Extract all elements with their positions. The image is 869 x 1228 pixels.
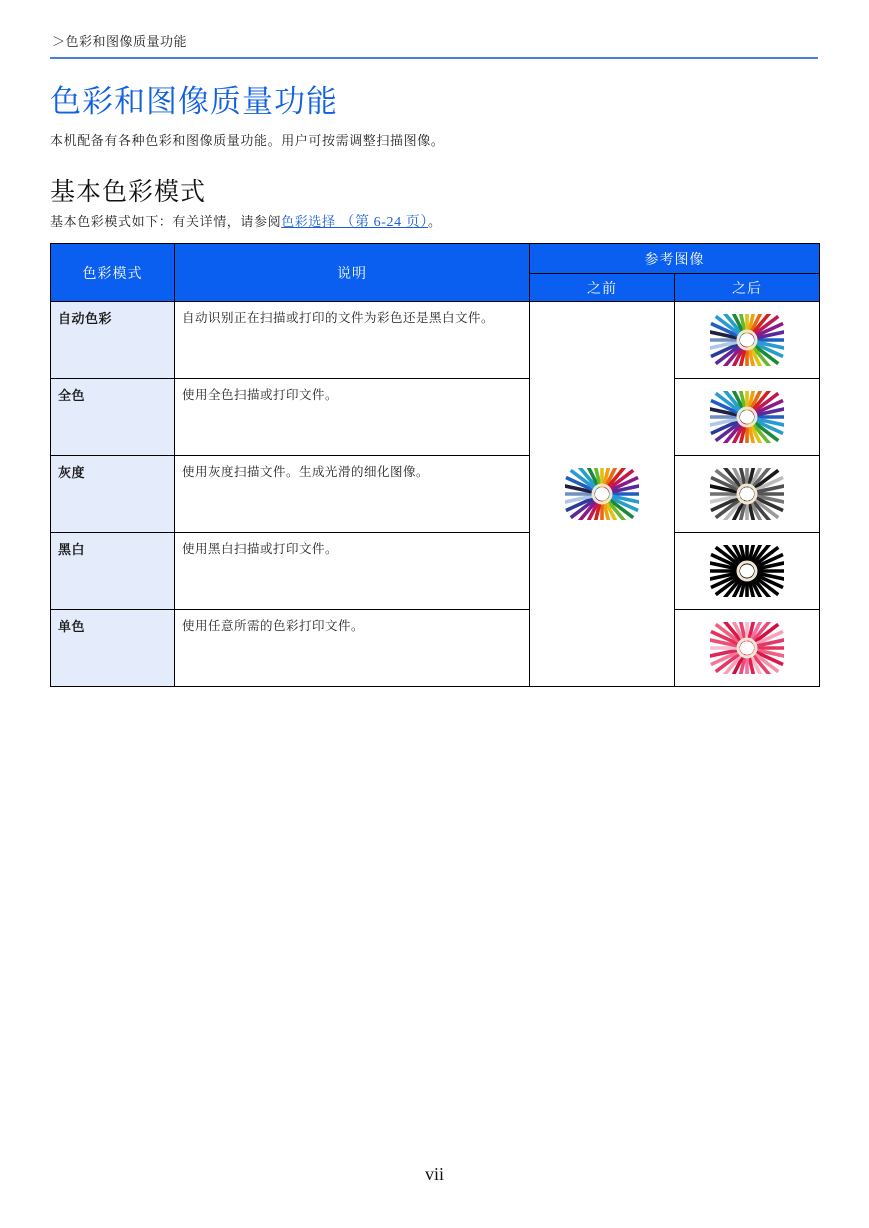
mode-name: 单色 (51, 610, 175, 687)
grayscale-pencils-image (710, 468, 784, 520)
mode-description: 使用全色扫描或打印文件。 (175, 379, 530, 456)
page-number: vii (424, 1164, 444, 1184)
color-pencils-image (710, 391, 784, 443)
mode-description: 自动识别正在扫描或打印的文件为彩色还是黑白文件。 (175, 302, 530, 379)
header-after: 之后 (675, 274, 820, 302)
color-mode-table (50, 243, 820, 687)
section-title: 基本色彩模式 (50, 177, 207, 206)
header-divider (50, 57, 818, 59)
after-image-cell (675, 533, 820, 610)
intro-text: 本机配备有各种色彩和图像质量功能。用户可按需调整扫描图像。 (50, 134, 445, 149)
page-title: 色彩和图像质量功能 (50, 84, 338, 120)
table-row (51, 379, 820, 456)
table-row (51, 610, 820, 687)
header-color-mode: 色彩模式 (51, 244, 175, 302)
table-row (51, 533, 820, 610)
breadcrumb: ＞色彩和图像质量功能 (52, 35, 188, 50)
monochrome-pink-pencils-image (710, 622, 784, 674)
mode-name: 黑白 (51, 533, 175, 610)
header-reference-image: 参考图像 (530, 244, 820, 274)
section-description (50, 211, 442, 231)
color-pencils-image (710, 314, 784, 366)
link-page-ref: （第 6-24 页） (340, 215, 429, 230)
after-image-cell (675, 610, 820, 687)
mode-description: 使用黑白扫描或打印文件。 (175, 533, 530, 610)
mode-description: 使用灰度扫描文件。生成光滑的细化图像。 (175, 456, 530, 533)
table-row (51, 456, 820, 533)
table-row (51, 302, 820, 379)
color-pencils-image (565, 468, 639, 520)
mode-name: 灰度 (51, 456, 175, 533)
link-text: 色彩选择 (281, 215, 341, 230)
after-image-cell (675, 456, 820, 533)
before-image-cell (530, 302, 675, 687)
mode-name: 自动色彩 (51, 302, 175, 379)
color-selection-link[interactable] (281, 215, 428, 230)
mode-name: 全色 (51, 379, 175, 456)
after-image-cell (675, 302, 820, 379)
header-description: 说明 (175, 244, 530, 302)
after-image-cell (675, 379, 820, 456)
header-before: 之前 (530, 274, 675, 302)
section-desc-prefix: 基本色彩模式如下：有关详情，请参阅 (50, 215, 282, 230)
section-desc-suffix: 。 (428, 215, 442, 230)
black-white-pencils-image (710, 545, 784, 597)
mode-description: 使用任意所需的色彩打印文件。 (175, 610, 530, 687)
